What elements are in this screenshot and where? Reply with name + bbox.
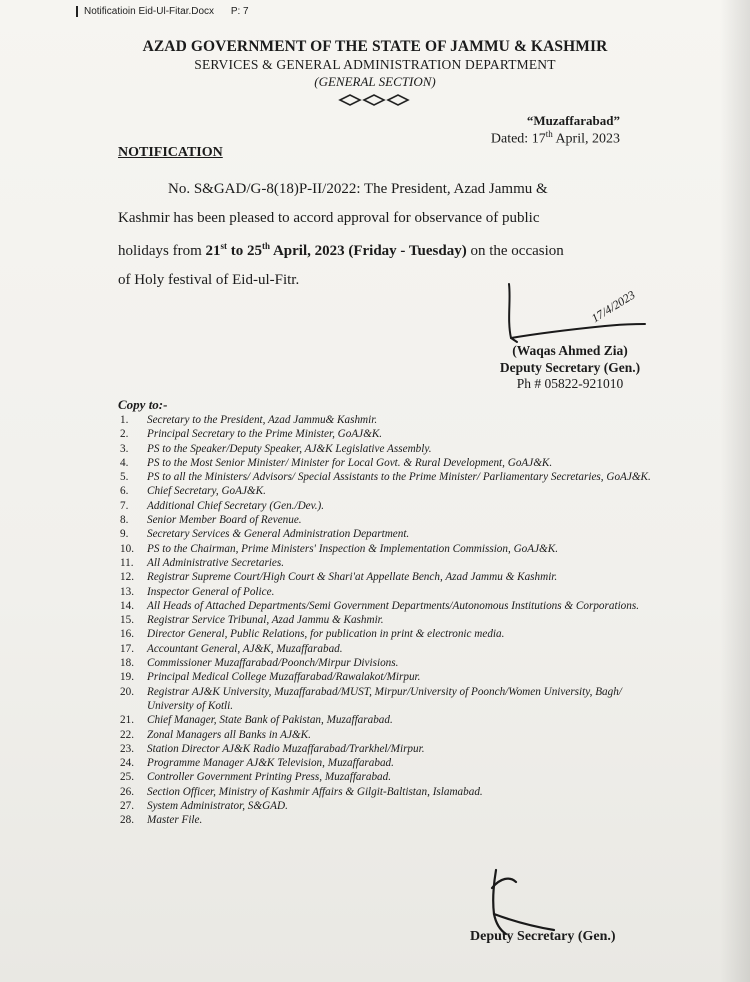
- page-number: P: 7: [230, 6, 249, 17]
- copy-to-item: [120, 642, 668, 656]
- notification-body: [118, 175, 618, 294]
- copy-to-item-number: 22.: [120, 728, 134, 741]
- notification-title: NOTIFICATION: [118, 145, 223, 160]
- copy-to-item-number: 19.: [120, 671, 134, 684]
- copy-to-item: [120, 413, 668, 427]
- signature-1: [505, 280, 665, 350]
- copy-to-item: [120, 785, 668, 799]
- file-name: Notificatioin Eid-Ul-Fitar.Docx: [84, 6, 215, 17]
- copy-to-item: [120, 427, 668, 441]
- copy-to-item-number: 9.: [120, 528, 129, 541]
- copy-to-item-number: 15.: [120, 614, 134, 627]
- copy-to-item-text: Programme Manager AJ&K Television, Muzaffarabad.: [147, 757, 394, 770]
- copy-to-item-number: 2.: [120, 428, 129, 441]
- copy-to-item: [120, 670, 668, 684]
- copy-to-item-number: 25.: [120, 771, 134, 784]
- copy-to-item: [120, 484, 668, 498]
- copy-to-item-text: Secretary to the President, Azad Jammu& Kashmir.: [147, 414, 378, 426]
- copy-to-item-text: Section Officer, Ministry of Kashmir Affairs & Gilgit-Baltistan, Islamabad.: [147, 785, 483, 798]
- signatory-phone: Ph # 05822-921010: [516, 376, 624, 391]
- copy-to-item-number: 3.: [120, 442, 129, 455]
- copy-to-item-text: Chief Manager, State Bank of Pakistan, Muzaffarabad.: [147, 714, 393, 727]
- copy-to-item: [120, 456, 668, 470]
- copy-to-item-text: Master File.: [147, 814, 203, 827]
- copy-to-item: [120, 813, 668, 827]
- copy-to-item: [120, 728, 668, 742]
- copy-to-item: [120, 656, 668, 670]
- copy-to-item-text: Additional Chief Secretary (Gen./Dev.).: [147, 499, 325, 512]
- copy-to-item: [120, 542, 668, 556]
- copy-to-item-number: 28.: [120, 814, 134, 827]
- place-name: “Muzaffarabad”: [526, 113, 620, 128]
- copy-to-item-number: 26.: [120, 785, 134, 798]
- copy-to-item: [120, 799, 668, 813]
- copy-to-item: [120, 770, 668, 784]
- file-header: [76, 6, 263, 17]
- copy-to-item-text: System Administrator, S&GAD.: [147, 800, 288, 813]
- copy-to-item-text: Principal Medical College Muzaffarabad/Rawalakot/Mirpur.: [147, 671, 421, 684]
- signatory-name: (Waqas Ahmed Zia): [512, 343, 628, 358]
- section-title: (GENERAL SECTION): [314, 74, 436, 89]
- copy-to-item: [120, 585, 668, 599]
- copy-to-item-number: 10.: [120, 542, 134, 555]
- copy-to-item: [120, 556, 668, 570]
- copy-to-item-number: 23.: [120, 742, 134, 755]
- copy-to-item-text: PS to the Speaker/Deputy Speaker, AJ&K Legislative Assembly.: [147, 442, 432, 455]
- government-title: AZAD GOVERNMENT OF THE STATE OF JAMMU & KASHMIR: [142, 38, 608, 55]
- date-line: Dated: 17th April, 2023: [490, 129, 620, 147]
- copy-to-item: [120, 570, 668, 584]
- closing-designation: Deputy Secretary (Gen.): [470, 929, 616, 944]
- copy-to-item-text: All Heads of Attached Departments/Semi Government Departments/Autonomous Institutions & Corporations.: [147, 599, 640, 612]
- copy-to-item: [120, 442, 668, 456]
- copy-to-item: [120, 627, 668, 641]
- ornament-divider: [338, 94, 412, 106]
- copy-to-item: [120, 599, 668, 613]
- body-line-2: Kashmir has been pleased to accord approval for observance of public: [118, 209, 540, 226]
- copy-to-item: [120, 470, 668, 484]
- copy-to-item: [120, 527, 668, 541]
- signatory-block: [480, 343, 660, 393]
- copy-to-item-number: 12.: [120, 571, 134, 584]
- copy-to-item-text: PS to all the Ministers/ Advisors/ Special Assistants to the Prime Minister/ Parliamentary Secretaries, GoAJ&K.: [147, 471, 651, 484]
- body-line-1: No. S&GAD/G-8(18)P-II/2022: The President, Azad Jammu &: [168, 181, 548, 197]
- copy-to-item: [120, 499, 668, 513]
- copy-to-item-number: 6.: [120, 485, 129, 498]
- copy-to-item: [120, 513, 668, 527]
- copy-to-item: [120, 713, 668, 727]
- copy-to-item-text: Director General, Public Relations, for publication in print & electronic media.: [147, 628, 505, 641]
- signatory-designation: Deputy Secretary (Gen.): [499, 359, 641, 375]
- copy-to-item-text: Commissioner Muzaffarabad/Poonch/Mirpur Divisions.: [147, 657, 399, 670]
- copy-to-item-text: Controller Government Printing Press, Muzaffarabad.: [147, 771, 392, 784]
- copy-to-item: [120, 756, 668, 770]
- copy-to-title: Copy to:-: [118, 397, 168, 412]
- copy-to-item-number: 1.: [120, 414, 129, 426]
- signature-2: [470, 868, 590, 938]
- copy-to-item-number: 14.: [120, 599, 134, 612]
- copy-to-item-text: Accountant General, AJ&K, Muzaffarabad.: [147, 642, 343, 655]
- copy-to-item-text: All Administrative Secretaries.: [147, 556, 285, 569]
- signature-date: 17/4/2023: [588, 287, 638, 326]
- copy-to-item-text: Senior Member Board of Revenue.: [147, 514, 302, 527]
- copy-to-item-text: Registrar Service Tribunal, Azad Jammu & Kashmir.: [147, 614, 384, 627]
- page-edge-shadow: [720, 0, 750, 982]
- copy-to-item: [120, 742, 668, 756]
- copy-to-item-number: 16.: [120, 628, 134, 641]
- copy-to-item-text: PS to the Most Senior Minister/ Minister for Local Govt. & Rural Development, GoAJ&K.: [147, 456, 553, 469]
- copy-to-item-number: 24.: [120, 757, 134, 770]
- copy-to-item-number: 20.: [120, 685, 134, 698]
- department-title: SERVICES & GENERAL ADMINISTRATION DEPARTMENT: [194, 57, 556, 72]
- copy-to-item-number: 17.: [120, 642, 134, 655]
- copy-to-item-text: Registrar AJ&K University, Muzaffarabad/MUST, Mirpur/University of Poonch/Women University, Bagh/ University of Kotli.: [147, 685, 622, 712]
- copy-to-item-number: 27.: [120, 800, 134, 813]
- copy-to-item: [120, 613, 668, 627]
- copy-to-item-text: Inspector General of Police.: [147, 585, 275, 598]
- copy-to-item-number: 4.: [120, 456, 129, 469]
- copy-to-item-text: Registrar Supreme Court/High Court & Shari'at Appellate Bench, Azad Jammu & Kashmir.: [147, 571, 558, 584]
- body-line-3: holidays from 21st to 25th April, 2023 (Friday - Tuesday) on the occasion: [118, 241, 564, 259]
- copy-to-item-text: PS to the Chairman, Prime Ministers' Inspection & Implementation Commission, GoAJ&K.: [147, 542, 559, 555]
- copy-to-item-text: Principal Secretary to the Prime Minister, GoAJ&K.: [147, 428, 383, 441]
- copy-to-item-text: Station Director AJ&K Radio Muzaffarabad/Trarkhel/Mirpur.: [147, 742, 425, 755]
- copy-to-item-number: 13.: [120, 585, 134, 598]
- copy-to-item: [120, 685, 668, 714]
- copy-to-item-text: Zonal Managers all Banks in AJ&K.: [147, 728, 311, 741]
- copy-to-item-text: Secretary Services & General Administration Department.: [147, 528, 410, 541]
- body-line-4: of Holy festival of Eid-ul-Fitr.: [118, 271, 300, 288]
- copy-to-list: [120, 413, 668, 828]
- copy-to-item-number: 8.: [120, 514, 129, 527]
- copy-to-item-number: 11.: [120, 556, 134, 569]
- copy-to-item-number: 5.: [120, 471, 129, 484]
- copy-to-item-number: 18.: [120, 657, 134, 670]
- copy-to-item-number: 7.: [120, 499, 129, 512]
- copy-to-item-text: Chief Secretary, GoAJ&K.: [147, 485, 266, 498]
- copy-to-item-number: 21.: [120, 714, 134, 727]
